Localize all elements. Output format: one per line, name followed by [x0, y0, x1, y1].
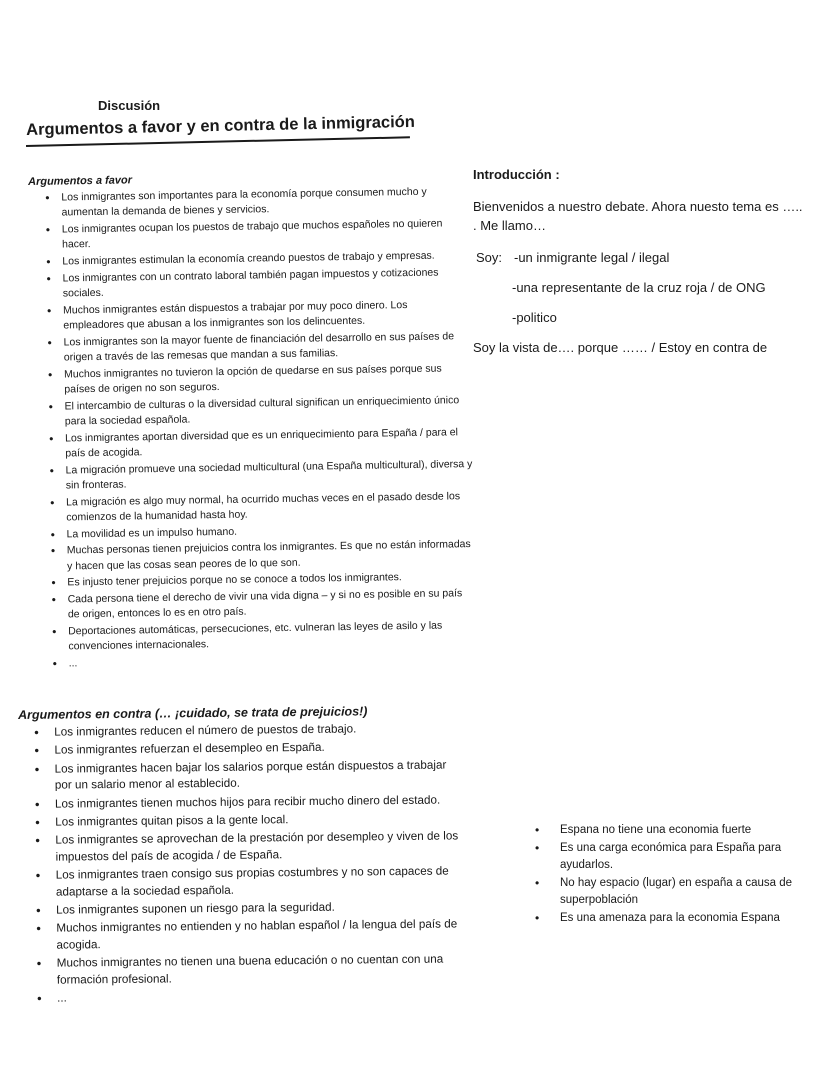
- soy-row: [473, 248, 803, 267]
- role-option: -politico: [512, 310, 557, 325]
- contra-heading-main: Argumentos en contra: [18, 706, 152, 722]
- page-title: Argumentos a favor y en contra de la inmigración: [26, 112, 416, 139]
- contra-heading-warning: (… ¡cuidado, se trata de prejuicios!): [151, 704, 368, 721]
- list-item: • Los inmigrantes con un contrato laboral también pagan impuestos y cotizaciones sociales.: [30, 265, 470, 303]
- extra-list: [535, 822, 805, 927]
- intro-heading: Introducción :: [473, 167, 560, 182]
- contra-section: [18, 703, 466, 1009]
- role-option: -un inmigrante legal / ilegal: [514, 250, 670, 265]
- list-item: • El intercambio de culturas o la diversidad cultural significan un enriquecimiento único para la sociedad española.: [32, 393, 472, 431]
- section-label: Discusión: [98, 98, 161, 113]
- list-item: • La movilidad es un impulso humano.: [34, 521, 474, 543]
- list-item: • Los inmigrantes ocupan los puestos de trabajo que muchos españoles no quieren hacer.: [29, 216, 469, 254]
- list-item: • ...: [21, 986, 466, 1007]
- list-item: • Los inmigrantes reducen el número de puestos de trabajo.: [18, 720, 463, 741]
- intro-section: [473, 165, 803, 357]
- list-item: • Es una carga económica para España para ayudarlos.: [535, 840, 805, 875]
- role-option: -una representante de la cruz roja / de ONG: [512, 280, 766, 295]
- contra-heading: [18, 703, 463, 722]
- list-item: • Los inmigrantes aportan diversidad que es un enriquecimiento para España / para el país de acogida.: [32, 425, 472, 463]
- list-item: • Espana no tiene una economia fuerte: [535, 822, 805, 840]
- favor-heading: Argumentos a favor: [28, 174, 133, 188]
- soy-label: Soy:: [476, 250, 503, 265]
- list-item: • Muchos inmigrantes no entienden y no hablan español / la lengua del país de acogida.: [20, 917, 465, 954]
- list-item: • Muchos inmigrantes están dispuestos a trabajar por muy poco dinero. Los empleadores que abusan a los inmigrantes son los delincuentes.: [30, 297, 470, 335]
- contra-list: [18, 720, 466, 1007]
- list-item: • Los inmigrantes hacen bajar los salarios porque están dispuestos a trabajar por un salario menor al establecido.: [19, 757, 464, 794]
- list-item: • Los inmigrantes refuerzan el desempleo en España.: [18, 739, 463, 760]
- intro-position: Soy la vista de…. porque …… / Estoy en contra de: [473, 340, 768, 355]
- list-item: • Los inmigrantes traen consigo sus propias costumbres y no son capaces de adaptarse a la sociedad española.: [20, 864, 465, 901]
- list-item: • Los inmigrantes estimulan la economía creando puestos de trabajo y empresas.: [29, 248, 469, 270]
- list-item: • No hay espacio (lugar) en españa a causa de superpoblación: [535, 875, 805, 910]
- list-item: • La migración promueve una sociedad multicultural (una España multicultural), diversa y sin fronteras.: [33, 457, 473, 495]
- list-item: • Cada persona tiene el derecho de vivir una vida digna – y si no es posible en su país de origen, entonces lo es en otro país.: [35, 586, 475, 624]
- list-item: • Los inmigrantes se aprovechan de la prestación por desempleo y viven de los impuestos del país de acogida / de España.: [19, 829, 464, 866]
- list-item: • Los inmigrantes son la mayor fuente de financiación del desarrollo en sus países de origen a través de las remesas que mandan a sus familias.: [31, 329, 471, 367]
- list-item: • Los inmigrantes tienen muchos hijos para recibir mucho dinero del estado.: [19, 792, 464, 813]
- list-item: • La migración es algo muy normal, ha ocurrido muchas veces en el pasado desde los comienzos de la humanidad hasta hoy.: [33, 489, 473, 527]
- extra-arguments: [535, 822, 805, 927]
- favor-list: [28, 184, 476, 672]
- favor-section: [28, 169, 476, 673]
- list-item: • Los inmigrantes quitan pisos a la gente local.: [19, 810, 464, 831]
- list-item: • Muchos inmigrantes no tienen una buena educación o no cuentan con una formación profesional.: [21, 952, 466, 989]
- list-item: • Muchas personas tienen prejuicios contra los inmigrantes. Es que no están informadas y hacen que las cosas sean peores de lo que son.: [34, 537, 474, 575]
- list-item: • Deportaciones automáticas, persecuciones, etc. vulneran las leyes de asilo y las convenciones internacionales.: [35, 618, 475, 656]
- intro-welcome: Bienvenidos a nuestro debate. Ahora nuesto tema es ….. . Me llamo…: [473, 199, 803, 233]
- list-item: • Los inmigrantes suponen un riesgo para la seguridad.: [20, 898, 465, 919]
- list-item: • Es una amenaza para la economia Espana: [535, 910, 805, 928]
- list-item: • Los inmigrantes son importantes para la economía porque consumen mucho y aumentan la demanda de bienes y servicios.: [28, 184, 468, 222]
- list-item: • ...: [36, 650, 476, 672]
- list-item: • Es injusto tener prejuicios porque no se conoce a todos los inmigrantes.: [34, 569, 474, 591]
- list-item: • Muchos inmigrantes no tuvieron la opción de quedarse en sus países porque sus países de origen no son seguros.: [31, 361, 471, 399]
